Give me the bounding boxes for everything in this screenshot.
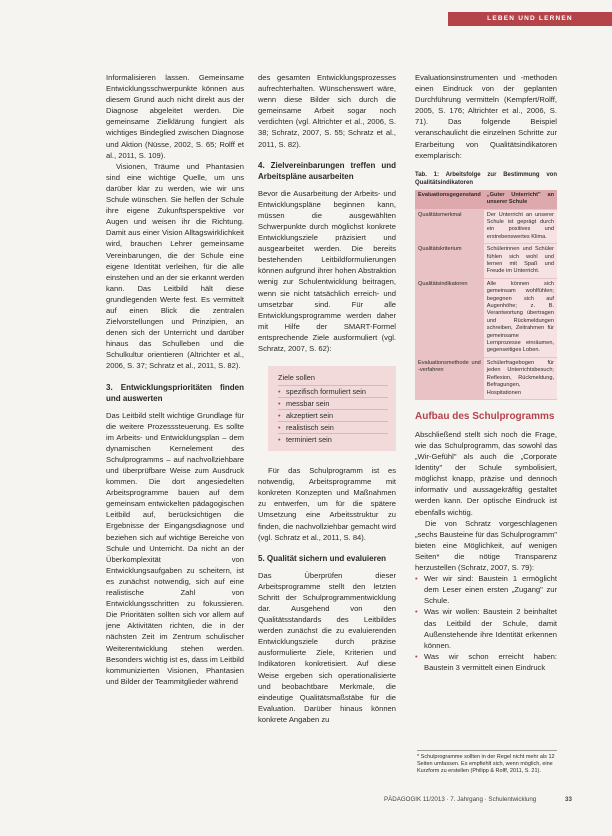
list-item: • terminiert sein — [278, 433, 388, 445]
paragraph: Informalisieren lassen. Gemeinsame Entwicklungsschwerpunkte können aus diesem Grund auch nicht direkt aus der Diagnose abgeleitet werden. Die gemeinsame Zielklärung fungiert als wichtiges Bindeglied zwischen Diagnose und Aktion (Nüsse, 2002, S. 65; Rolff et al., 2011, S. 109). — [106, 73, 244, 160]
table-cell: „Guter Unterricht" an unserer Schule — [484, 190, 557, 209]
section-heading: 4. Zielvereinbarungen treffen und Arbeitspläne ausarbeiten — [258, 160, 396, 181]
list-item: • akzeptiert sein — [278, 409, 388, 421]
column-1 — [106, 72, 244, 687]
page-header — [0, 0, 612, 30]
section-tag: LEBEN UND LERNEN — [448, 12, 612, 26]
list-item: • Wer wir sind: Baustein 1 ermöglicht dem Leser einen ersten „Zugang" zur Schule. — [415, 573, 557, 606]
smart-list — [278, 385, 388, 445]
column-3 — [415, 72, 557, 673]
section-heading: 5. Qualität sichern und evaluieren — [258, 553, 387, 563]
list-item: • realistisch sein — [278, 421, 388, 433]
table-cell: Der Unterricht an unserer Schule ist geprägt durch ein positives und erstrebenswertes Klima. — [484, 209, 557, 244]
list-item: • Was wir wollen: Baustein 2 beinhaltet das Leitbild der Schule, damit Außenstehende ihre Identität erkennen können. — [415, 606, 557, 650]
paragraph: Für das Schulprogramm ist es notwendig, Arbeitsprogramme mit konkreten Konzepten und Maßnahmen zu entwerfen, um für die spätere Umsetzung eine Arbeitsstruktur zu finden, die nachvollziehbar gemacht wird (vgl. Schratz et al., 2011, S. 84). — [258, 466, 396, 542]
section-heading: 3. Entwicklungsprioritäten finden und auswerten — [106, 382, 244, 403]
table-row — [415, 190, 557, 209]
table-row — [415, 357, 557, 399]
table-cell: Evaluationsmethode und -verfahren — [415, 357, 484, 399]
paragraph: Abschließend stellt sich noch die Frage, wie das Schulprogramm, das sowohl das „Wir-Gefühl" als auch die „Corporate Identity" der Schule symbolisiert, möglichst knapp, präzise und dennoch informativ und aussagekräftig gestaltet werden kann. Der optische Eindruck ist ebenfalls wichtig. — [415, 429, 557, 517]
table-caption: Tab. 1: Arbeitsfolge zur Bestimmung von Qualitätsindikatoren — [415, 171, 557, 186]
paragraph: Bevor die Ausarbeitung der Arbeits- und Entwicklungspläne beginnen kann, müssen die ausgewählten Schwerpunkte durch möglichst konkrete Entwicklungsziele präzisiert und ausgearbeitet werden. Die bereits bestehenden Leitbildformulierungen können aufgrund ihrer hohen Abstraktion wenig zur Schulentwicklung beitragen, wenn sie nicht tatsächlich erreich- und umsetzbar sind. Für alle Entwicklungsprogramme werden daher mit Hilfe der SMART-Formel entsprechende Ziele ausformuliert (vgl. Schratz, 2007, S. 62): — [258, 188, 396, 353]
list-item: • messbar sein — [278, 397, 388, 409]
table-cell: Schülerfragebogen für jeden Unterrichtsbesuch; Reflexion, Rückmeldung, Befragungen, Hospitationen — [484, 357, 557, 399]
smart-box — [268, 366, 396, 451]
table-row — [415, 209, 557, 244]
table-cell: Alle können sich gemeinsam wohlfühlen; begegnen sich auf Augenhöhe; z. B. Verantwortung übertragen und Rückmeldungen schreiben, Zeitrahmen für gemeinsame Lernprozesse einräumen, gegenseitiges Loben. — [484, 278, 557, 357]
page-footer: PÄDAGOGIK 11/2013 · 7. Jahrgang · Schulentwicklung — [384, 796, 537, 803]
box-title: Ziele sollen — [278, 373, 315, 383]
table-cell: Qualitätskriterium — [415, 244, 484, 279]
section-heading: Aufbau des Schulprogramms — [415, 410, 555, 422]
paragraph: Das Leitbild stellt wichtige Grundlage für die weitere Prozesssteuerung. Es sollte im Arbeits- und Entwicklungsplan – dem dynamischen Kernelement des Schulprogramms – auf nachvollziehbare und überprüfbare Weise zum Ausdruck kommen. Die dort angesiedelten Arbeitsprogramme bauen auf dem gemeinsam entwickelten pädagogischen Leitbild auf, berücksichtigen die Ergebnisse der Eingangsdiagnose und beziehen sich auf wichtige Bereiche von Schule und Unterricht. Da nicht an der Überkomplexität von Entwicklungsaufgaben zu scheitern, ist es zunächst notwendig, sich auf eine realistische Zahl von Entwicklungsschritten zu fokussieren. Die Prioritäten sollten sich vor allem auf jene Aktivitäten richten, die in der nächsten Zeit im Zentrum schulischer Weiterentwicklung stehen werden. Besonders wichtig ist es, dass im Leitbild kommunizierten Visionen, Phantasien und Bilder der Teammitglieder während — [106, 410, 245, 686]
list-item: • spezifisch formuliert sein — [278, 385, 388, 397]
page-number: 33 — [565, 796, 572, 803]
bullet-list — [415, 573, 557, 673]
column-2 — [258, 72, 396, 725]
paragraph: des gesamten Entwicklungsprozesses aufrechterhalten. Wünschenswert wäre, wenn diese Bilder sich durch die gemeinsame Arbeit sogar noch verdichten (vgl. Altrichter et al., 2006, S. 38; Schratz, 2007, S. 55; Schratz et al., 2011, S. 82). — [258, 73, 396, 149]
table-row — [415, 244, 557, 279]
footnote: * Schulprogramme sollten in der Regel nicht mehr als 12 Seiten umfassen. Es empfiehlt sich, wenn möglich, eine Kurzform zu erstellen (Philipp & Rolff, 2011, S. 21). — [417, 750, 557, 775]
paragraph: Visionen, Träume und Phantasien sind eine wichtige Quelle, um uns darüber klar zu werden, wie wir uns Schule wünschen. Sie helfen der Schule ihre eigene Zukunftsperspektive vor Augen und weisen ihr die Richtung. Damit aus einer Vision Alltagswirklichkeit wird, brauchen Lehrer gemeinsame Vereinbarungen, die der Schule eine eigene Identität verleihen, für die alle einstehen und an der sie erkannt werden kann. Das Leitbild hält diese grundlegenden Werte fest. Es vermittelt auf einen Blick die zentralen Zielvorstellungen und Prinzipien, an denen sich der Unterricht und darüber hinaus das Schulleben und die Schulkultur orientieren (Altrichter et al., 2006, S. 37; Schratz et al., 2011, S. 82). — [106, 161, 244, 371]
paragraph: Evaluationsinstrumenten und -methoden einen Eindruck von der geplanten Durchführung vermitteln (Kempfert/Rolff, 2005, S. 176; Altrichter et al., 2006, S. 71). Das folgende Beispiel veranschaulicht die einzelnen Schritte zur Erarbeitung von Qualitätsindikatoren exemplarisch: — [415, 73, 557, 160]
paragraph: Die von Schratz vorgeschlagenen „sechs Bausteine für das Schulprogramm" bieten eine Möglichkeit, auf wenigen Seiten* die nötige Transparenz herzustellen (Schratz, 2007, S. 79): — [415, 518, 557, 573]
table-cell: Schülerinnen und Schüler fühlen sich wohl und lernen mit Spaß und Freude im Unterricht. — [484, 244, 557, 279]
table-cell: Evaluationsgegenstand — [415, 190, 484, 209]
paragraph: Das Überprüfen dieser Arbeitsprogramme stellt den letzten Schritt der Schulprogrammentwicklung dar. Ausgehend von den Qualitätsstandards des Leitbildes werden zunächst die zu evaluierenden Entwicklungsziele durch präzise ausformulierte Ziele, Kriterien und Indikatoren konkretisiert. Auf diese Weise ergeben sich operationalisierte und beobachtbare Merkmale, die eindeutige Qualitätsmaßstäbe für die Evaluation. Darüber hinaus können konkrete Angaben zu — [258, 570, 396, 724]
table-cell: Qualitätsindikatoren — [415, 278, 484, 357]
quality-table — [415, 190, 557, 400]
table-cell: Qualitätsmerkmal — [415, 209, 484, 244]
table-row — [415, 278, 557, 357]
list-item: • Was wir schon erreicht haben: Baustein 3 vermittelt einen Eindruck — [415, 651, 557, 673]
